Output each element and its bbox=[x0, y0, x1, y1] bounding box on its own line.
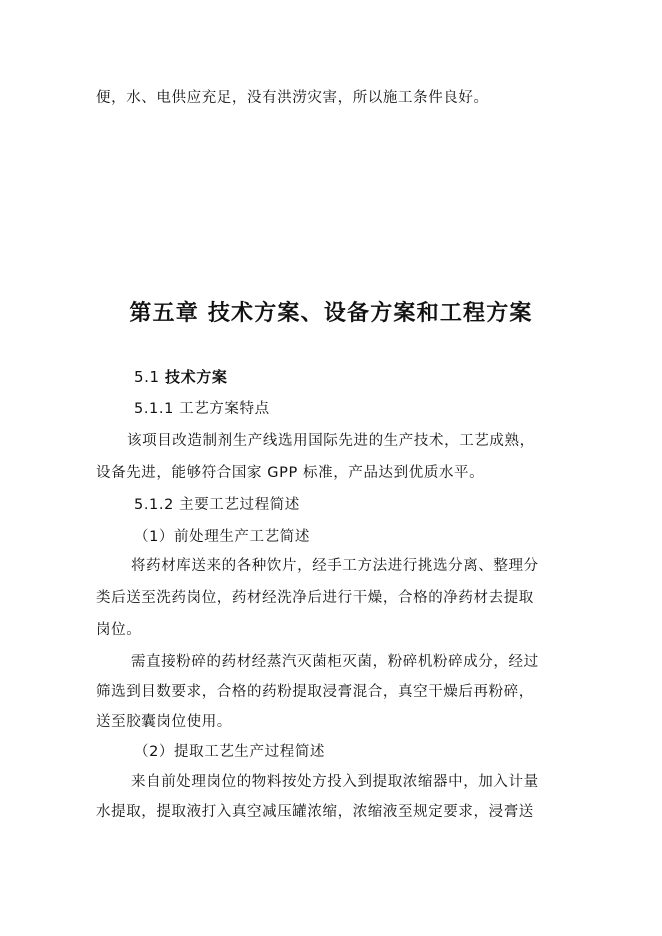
paragraph-line: 送至胶囊岗位使用。 bbox=[96, 714, 232, 730]
section-title: 技术方案 bbox=[165, 368, 228, 386]
paragraph-line: 需直接粉碎的药材经蒸汽灭菌柜灭菌，粉碎机粉碎成分，经过 bbox=[131, 654, 539, 670]
subsection-heading-5-1-2: 5.1.2 主要工艺过程简述 bbox=[134, 497, 300, 513]
section-heading-5-1 bbox=[134, 367, 227, 387]
paragraph-line: 类后送至洗药岗位，药材经洗净后进行干燥，合格的净药材去提取 bbox=[96, 590, 534, 606]
continuation-paragraph-line: 便，水、电供应充足，没有洪涝灾害，所以施工条件良好。 bbox=[96, 90, 489, 106]
chapter-title: 第五章 技术方案、设备方案和工程方案 bbox=[129, 301, 533, 326]
paragraph-line: 岗位。 bbox=[96, 622, 142, 638]
paragraph-line: 水提取，提取液打入真空减压罐浓缩，浓缩液至规定要求，浸膏送 bbox=[96, 804, 534, 820]
list-item-heading-2: （2）提取工艺生产过程简述 bbox=[134, 744, 326, 760]
subsection-heading-5-1-1: 5.1.1 工艺方案特点 bbox=[134, 401, 270, 417]
paragraph-line: 来自前处理岗位的物料按处方投入到提取浓缩器中，加入计量 bbox=[131, 774, 539, 790]
paragraph-line: 将药材库送来的各种饮片，经手工方法进行挑选分离、整理分 bbox=[131, 558, 539, 574]
list-item-heading-1: （1）前处理生产工艺简述 bbox=[134, 529, 310, 545]
paragraph-line: 设备先进，能够符合国家 GPP 标准，产品达到优质水平。 bbox=[96, 465, 485, 481]
paragraph-line: 该项目改造制剂生产线选用国际先进的生产技术，工艺成熟， bbox=[127, 433, 535, 449]
section-number: 5.1 bbox=[134, 368, 160, 386]
paragraph-line: 筛选到目数要求，合格的药粉提取浸膏混合，真空干燥后再粉碎， bbox=[96, 684, 534, 700]
